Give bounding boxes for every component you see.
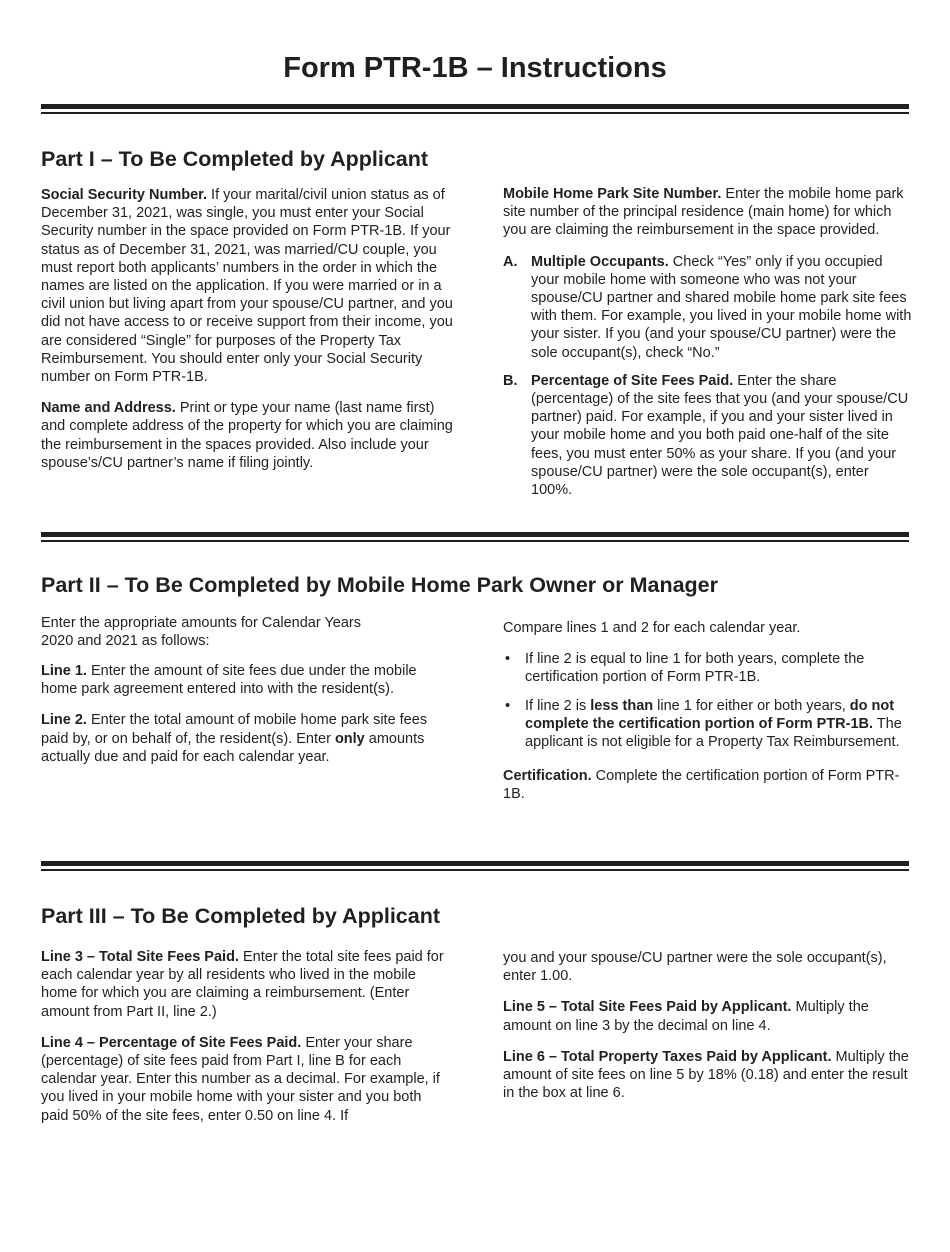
section-divider [41,104,909,114]
site-number-paragraph: Mobile Home Park Site Number. Enter the mobile home park site number of the principal residence (main home) for which you are claiming the reimbursement in the space provided. [503,186,904,239]
line4-label: Line 4 – Percentage of Site Fees Paid. [41,1034,302,1051]
line3-label: Line 3 – Total Site Fees Paid. [41,949,239,965]
list-item-b: B. Percentage of Site Fees Paid. Enter the share (percentage) of the site fees that you (and your spouse/CU partner) paid. For example, if you and your sister lived in your mobile home and you both paid one-half of the site fees, you must enter 50% as your share. If you (and your spouse/CU partner) were the sole occupant(s), enter 100%. [503,372,909,499]
part2-intro: Enter the appropriate amounts for Calendar Years 2020 and 2021 as follows: [41,615,362,650]
list-item-a: A. Multiple Occupants. Check “Yes” only if you occupied your mobile home with someone who was not your spouse/CU partner and shared mobile home park site fees with them. For example, you lived in your mobile home with your sister. If you (and your spouse/CU partner) were the sole occupant(s), check “No.” [503,253,912,361]
list-marker: B. [503,372,518,389]
page-title: Form PTR-1B – Instructions [283,52,667,84]
part2-heading: Part II – To Be Completed by Mobile Home Park Owner or Manager [41,573,718,597]
line6-label: Line 6 – Total Property Taxes Paid by Applicant. [503,1048,832,1065]
line4-paragraph: Line 4 – Percentage of Site Fees Paid. Enter your share (percentage) of site fees paid from Part I, line B for each calendar year. Enter this number as a decimal. For example, if you lived in your mobile home with your sister and you both paid 50% of the site fees, enter 0.50 on line 4. If [41,1034,440,1124]
bullet-item: • If line 2 is equal to line 1 for both years, complete the certification portion of Form PTR-1B. [505,651,865,686]
certification-label: Certification. [503,768,592,785]
part1-right-column [503,185,913,509]
name-address-label: Name and Address. [41,400,176,417]
certification-paragraph: Certification. Complete the certification portion of Form PTR-1B. [503,768,900,803]
list-marker: A. [503,253,518,270]
part1-left-column [41,186,456,485]
line5-paragraph: Line 5 – Total Site Fees Paid by Applicant. Multiply the amount on line 3 by the decimal on line 4. [503,999,869,1034]
line1-label: Line 1. [41,663,87,679]
percentage-label: Percentage of Site Fees Paid. [531,372,734,389]
bullet-marker: • [505,697,511,714]
section-divider [41,861,909,871]
section-divider [41,532,909,542]
line6-paragraph: Line 6 – Total Property Taxes Paid by Applicant. Multiply the amount of site fees on line 5 by 18% (0.18) and enter the result in the box at line 6. [503,1048,909,1102]
part2-right-column [503,619,913,817]
line2-paragraph: Line 2. Enter the total amount of mobile home park site fees paid by, or on behalf of, the resident(s). Enter only amounts actually due and paid for each calendar year. [41,712,428,765]
line4-continued: you and your spouse/CU partner were the sole occupant(s), enter 1.00. [503,950,887,985]
part2-left-column-lines [41,662,456,779]
part3-left-column [41,948,451,1138]
bullet-marker: • [505,651,511,668]
ssn-label: Social Security Number. [41,187,208,203]
line5-label: Line 5 – Total Site Fees Paid by Applicant. [503,999,792,1016]
name-address-paragraph: Name and Address. Print or type your name (last name first) and complete address of the property for which you are claiming the reimbursement in the spaces provided. Also include your spouse’s/CU partner’s name if filing jointly. [41,400,453,471]
multiple-occupants-label: Multiple Occupants. [531,253,669,270]
part2-left-column [41,614,386,663]
line1-paragraph: Line 1. Enter the amount of site fees due under the mobile home park agreement entered into with the resident(s). [41,663,417,698]
part1-heading: Part I – To Be Completed by Applicant [41,147,429,171]
compare-text: Compare lines 1 and 2 for each calendar year. [503,620,801,636]
part3-right-column [503,949,913,1115]
line3-paragraph: Line 3 – Total Site Fees Paid. Enter the total site fees paid for each calendar year by all residents who lived in the mobile home for which you are claiming a reimbursement. (Enter amount from Part II, line 2.) [41,949,444,1020]
ssn-paragraph: Social Security Number. If your marital/civil union status as of December 31, 2021, was single, you must enter your Social Security number in the space provided on Form PTR-1B. If your status as of December 31, 2021, was married/CU couple, you must report both applicants’ numbers in the order in which the names are listed on the application. If you were married or in a civil union but living apart from your spouse/CU partner, and you did not have access to or receive support from their income, you are considered “Single” for purposes of the Property Tax Reimbursement. You should enter only your Social Security number on Form PTR-1B. [41,187,453,386]
part3-heading: Part III – To Be Completed by Applicant [41,904,440,928]
site-number-label: Mobile Home Park Site Number. [503,186,722,202]
bullet-item: • If line 2 is less than line 1 for either or both years, do not complete the certification portion of Form PTR-1B. The applicant is not eligible for a Property Tax Reimbursement. [505,697,902,751]
line2-label: Line 2. [41,712,87,729]
